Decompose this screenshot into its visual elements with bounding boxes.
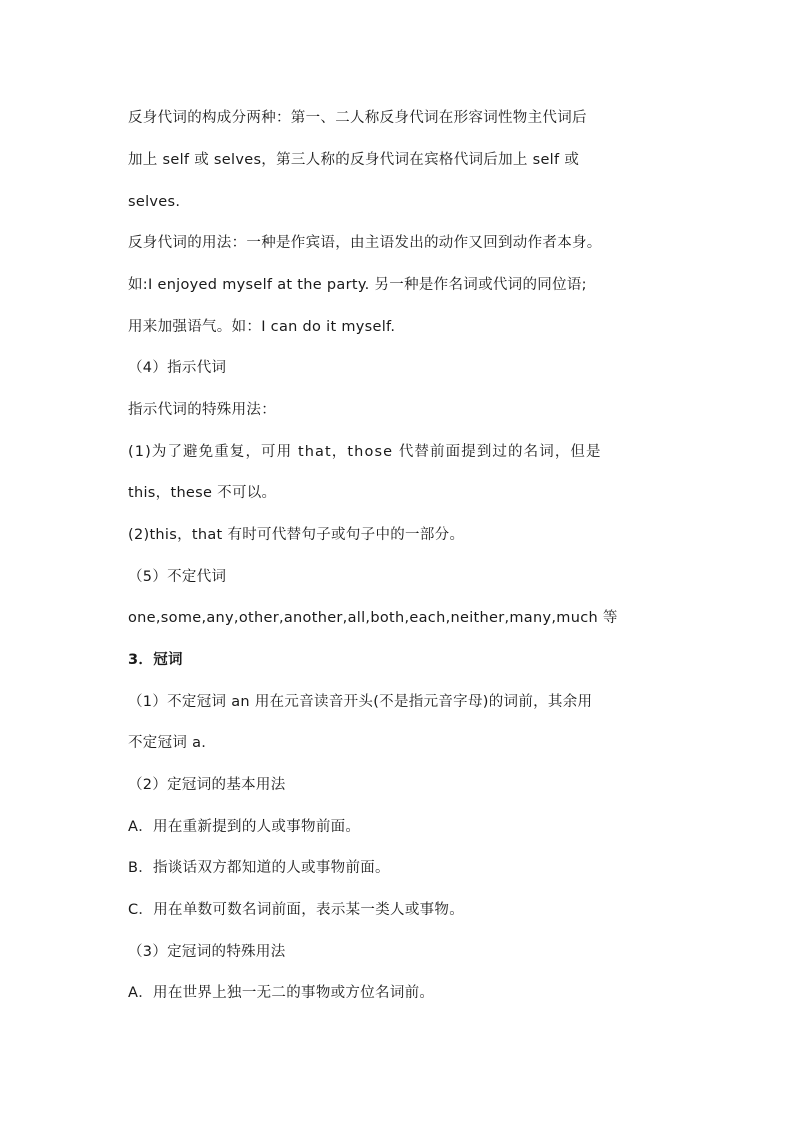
section-heading: （4）指示代词 [128,360,227,376]
paragraph-line: 如:I enjoyed myself at the party. 另一种是作名词或代词的同位语; [128,277,587,293]
paragraph-line: A．用在世界上独一无二的事物或方位名词前。 [128,985,435,1001]
section-heading: （3）定冠词的特殊用法 [128,944,286,960]
paragraph-line: (1)为了避免重复，可用 that，those 代替前面提到过的名词，但是 [128,444,602,460]
paragraph-line: 不定冠词 a. [128,735,207,751]
paragraph-line: C．用在单数可数名词前面，表示某一类人或事物。 [128,902,465,918]
paragraph-line: 反身代词的构成分两种：第一、二人称反身代词在形容词性物主代词后 [128,110,587,126]
paragraph-line: 用来加强语气。如：I can do it myself. [128,319,396,335]
paragraph-line: this，these 不可以。 [128,485,277,501]
section-heading: 3．冠词 [128,652,183,668]
paragraph-line: （1）不定冠词 an 用在元音读音开头(不是指元音字母)的词前，其余用 [128,694,593,710]
paragraph-line: (2)this，that 有时可代替句子或句子中的一部分。 [128,527,465,543]
paragraph-line: B．指谈话双方都知道的人或事物前面。 [128,860,390,876]
paragraph-line: one,some,any,other,another,all,both,each,neither,many,much 等 [128,610,618,626]
paragraph-line: 指示代词的特殊用法： [128,402,276,418]
paragraph-line: 加上 self 或 selves，第三人称的反身代词在宾格代词后加上 self 或 [128,152,580,168]
paragraph-line: 反身代词的用法：一种是作宾语，由主语发出的动作又回到动作者本身。 [128,235,602,251]
section-heading: （2）定冠词的基本用法 [128,777,286,793]
paragraph-line: selves. [128,194,181,210]
section-heading: （5）不定代词 [128,569,227,585]
paragraph-line: A．用在重新提到的人或事物前面。 [128,819,361,835]
